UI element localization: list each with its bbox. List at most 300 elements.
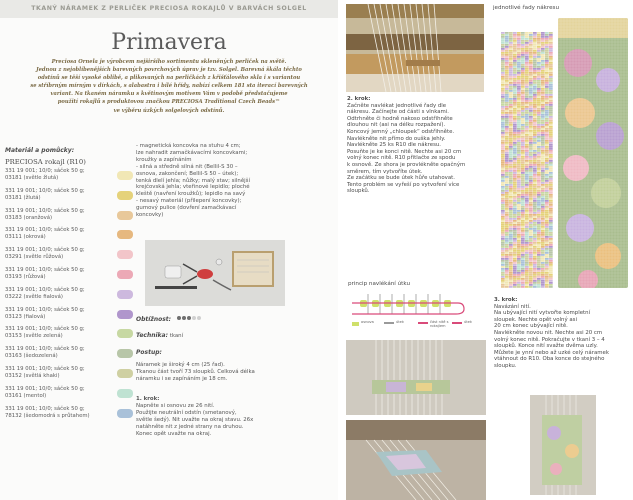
- pattern-cell: [549, 220, 553, 222]
- pattern-cell: [525, 220, 529, 222]
- pattern-cell: [541, 158, 545, 160]
- pattern-cell: [549, 132, 553, 134]
- weaving-photo-1: [346, 340, 486, 415]
- pattern-cell: [517, 100, 521, 102]
- pattern-cell: [545, 258, 549, 260]
- pattern-cell: [525, 138, 529, 140]
- material-swatch: [117, 270, 133, 279]
- pattern-cell: [509, 212, 513, 214]
- pattern-cell: [517, 268, 521, 270]
- pattern-cell: [529, 140, 533, 142]
- pattern-cell: [505, 128, 509, 130]
- pattern-cell: [505, 88, 509, 90]
- pattern-cell: [541, 226, 545, 228]
- intro-line: použití rokajlů s produktovou značkou PRECIOSA Traditional Czech Beads™: [57, 99, 281, 106]
- pattern-cell: [541, 112, 545, 114]
- pattern-cell: [513, 160, 517, 162]
- pattern-cell: [509, 62, 513, 64]
- pattern-cell: [505, 96, 509, 98]
- pattern-cell: [529, 202, 533, 204]
- pattern-cell: [501, 174, 505, 176]
- pattern-cell: [541, 216, 545, 218]
- pattern-cell: [533, 168, 537, 170]
- pattern-cell: [525, 146, 529, 148]
- pattern-cell: [549, 58, 553, 60]
- pattern-cell: [501, 212, 505, 214]
- pattern-cell: [521, 282, 525, 284]
- pattern-cell: [509, 226, 513, 228]
- pattern-cell: [545, 208, 549, 210]
- pattern-cell: [541, 238, 545, 240]
- pattern-cell: [509, 214, 513, 216]
- difficulty-dot: [197, 316, 201, 320]
- pattern-cell: [517, 46, 521, 48]
- pattern-cell: [541, 122, 545, 124]
- pattern-cell: [537, 158, 541, 160]
- pattern-cell: [525, 52, 529, 54]
- pattern-cell: [517, 240, 521, 242]
- pattern-cell: [501, 190, 505, 192]
- pattern-cell: [525, 244, 529, 246]
- pattern-cell: [549, 176, 553, 178]
- pattern-cell: [517, 282, 521, 284]
- pattern-cell: [545, 92, 549, 94]
- pattern-cell: [517, 62, 521, 64]
- pattern-cell: [517, 212, 521, 214]
- pattern-cell: [533, 42, 537, 44]
- pattern-cell: [529, 104, 533, 106]
- pattern-cell: [521, 120, 525, 122]
- difficulty-dot: [192, 316, 196, 320]
- pattern-cell: [509, 94, 513, 96]
- pattern-cell: [521, 222, 525, 224]
- pattern-cell: [549, 156, 553, 158]
- pattern-cell: [541, 220, 545, 222]
- pattern-cell: [501, 276, 505, 278]
- pattern-cell: [521, 48, 525, 50]
- pattern-cell: [501, 122, 505, 124]
- pattern-cell: [501, 246, 505, 248]
- pattern-cell: [541, 106, 545, 108]
- pattern-cell: [525, 176, 529, 178]
- pattern-cell: [521, 156, 525, 158]
- pattern-cell: [537, 142, 541, 144]
- pattern-cell: [549, 200, 553, 202]
- pattern-cell: [545, 226, 549, 228]
- pattern-cell: [521, 200, 525, 202]
- pattern-cell: [513, 218, 517, 220]
- pattern-cell: [501, 200, 505, 202]
- pattern-cell: [529, 82, 533, 84]
- pattern-cell: [549, 106, 553, 108]
- intro-line: Jednou z nejoblíbenějších barevných povrchových úprav je tzv. Solgel. Barevná škála těchto: [36, 67, 302, 74]
- pattern-cell: [517, 108, 521, 110]
- pattern-cell: [529, 160, 533, 162]
- pattern-cell: [537, 166, 541, 168]
- pattern-cell: [545, 174, 549, 176]
- pattern-cell: [517, 178, 521, 180]
- pattern-cell: [505, 274, 509, 276]
- pattern-cell: [501, 198, 505, 200]
- pattern-cell: [525, 180, 529, 182]
- pattern-cell: [549, 162, 553, 164]
- pattern-cell: [525, 276, 529, 278]
- pattern-cell: [537, 60, 541, 62]
- pattern-cell: [513, 210, 517, 212]
- pattern-cell: [509, 36, 513, 38]
- pattern-cell: [525, 132, 529, 134]
- pattern-cell: [501, 138, 505, 140]
- pattern-cell: [545, 56, 549, 58]
- pattern-cell: [521, 260, 525, 262]
- pattern-cell: [533, 252, 537, 254]
- pattern-cell: [509, 98, 513, 100]
- pattern-cell: [529, 260, 533, 262]
- pattern-cell: [509, 168, 513, 170]
- pattern-cell: [545, 228, 549, 230]
- pattern-cell: [501, 182, 505, 184]
- pattern-cell: [521, 128, 525, 130]
- pattern-cell: [545, 54, 549, 56]
- pattern-cell: [533, 166, 537, 168]
- pattern-cell: [513, 72, 517, 74]
- pattern-cell: [509, 256, 513, 258]
- pattern-cell: [549, 250, 553, 252]
- pattern-cell: [529, 62, 533, 64]
- pattern-cell: [545, 196, 549, 198]
- pattern-cell: [521, 278, 525, 280]
- pattern-cell: [521, 90, 525, 92]
- pattern-cell: [537, 168, 541, 170]
- pattern-cell: [549, 230, 553, 232]
- pattern-cell: [513, 254, 517, 256]
- pattern-cell: [545, 278, 549, 280]
- legend-item: útek: [396, 320, 404, 324]
- pattern-cell: [501, 152, 505, 154]
- pattern-cell: [545, 86, 549, 88]
- pattern-cell: [513, 122, 517, 124]
- pattern-cell: [505, 208, 509, 210]
- pattern-cell: [549, 64, 553, 66]
- pattern-cell: [517, 104, 521, 106]
- pattern-cell: [529, 34, 533, 36]
- pattern-cell: [521, 96, 525, 98]
- material-name: 03181 (světle žlutá): [5, 174, 59, 181]
- pattern-cell: [521, 202, 525, 204]
- pattern-cell: [529, 182, 533, 184]
- pattern-cell: [505, 56, 509, 58]
- pattern-cell: [525, 72, 529, 74]
- pattern-cell: [517, 170, 521, 172]
- pattern-cell: [533, 48, 537, 50]
- pattern-cell: [513, 112, 517, 114]
- pattern-cell: [525, 94, 529, 96]
- pattern-cell: [505, 250, 509, 252]
- pattern-cell: [537, 270, 541, 272]
- pattern-cell: [533, 70, 537, 72]
- pattern-cell: [533, 266, 537, 268]
- pattern-cell: [545, 108, 549, 110]
- material-swatch: [117, 369, 133, 378]
- pattern-cell: [525, 164, 529, 166]
- pattern-cell: [513, 184, 517, 186]
- pattern-cell: [549, 134, 553, 136]
- pattern-cell: [525, 80, 529, 82]
- pattern-cell: [525, 46, 529, 48]
- pattern-cell: [529, 112, 533, 114]
- pattern-cell: [501, 168, 505, 170]
- pattern-cell: [545, 118, 549, 120]
- pattern-cell: [525, 224, 529, 226]
- pattern-cell: [505, 148, 509, 150]
- pattern-cell: [545, 194, 549, 196]
- material-code: 331 19 001; 10/0; sáček 50 g;: [5, 366, 85, 372]
- pattern-cell: [529, 138, 533, 140]
- pattern-cell: [529, 164, 533, 166]
- pattern-cell: [525, 106, 529, 108]
- pattern-cell: [537, 126, 541, 128]
- pattern-cell: [545, 52, 549, 54]
- pattern-cell: [533, 206, 537, 208]
- pattern-cell: [545, 274, 549, 276]
- pattern-cell: [525, 190, 529, 192]
- pattern-cell: [533, 286, 537, 288]
- pattern-cell: [549, 236, 553, 238]
- pattern-cell: [525, 206, 529, 208]
- pattern-cell: [533, 64, 537, 66]
- pattern-cell: [533, 272, 537, 274]
- pattern-cell: [521, 244, 525, 246]
- pattern-cell: [549, 40, 553, 42]
- pattern-cell: [537, 160, 541, 162]
- pattern-cell: [521, 184, 525, 186]
- pattern-cell: [517, 48, 521, 50]
- pattern-cell: [509, 172, 513, 174]
- pattern-cell: [549, 126, 553, 128]
- pattern-cell: [537, 248, 541, 250]
- pattern-cell: [537, 212, 541, 214]
- pattern-cell: [533, 126, 537, 128]
- pattern-cell: [541, 256, 545, 258]
- pattern-cell: [501, 126, 505, 128]
- pattern-cell: [533, 258, 537, 260]
- pattern-cell: [541, 46, 545, 48]
- pattern-cell: [521, 92, 525, 94]
- pattern-cell: [525, 40, 529, 42]
- pattern-cell: [509, 72, 513, 74]
- pattern-cell: [501, 224, 505, 226]
- pattern-cell: [501, 164, 505, 166]
- pattern-cell: [537, 134, 541, 136]
- pattern-cell: [525, 100, 529, 102]
- pattern-cell: [501, 130, 505, 132]
- material-item: [5, 247, 120, 261]
- pattern-cell: [529, 226, 533, 228]
- pattern-cell: [513, 68, 517, 70]
- pattern-cell: [545, 68, 549, 70]
- pattern-cell: [513, 278, 517, 280]
- page-header: TKANÝ NÁRAMEK Z PERLIČEK PRECIOSA ROKAJLŮ V BARVÁCH SOLGEL: [0, 0, 338, 18]
- pattern-cell: [513, 192, 517, 194]
- tools-photo: [145, 240, 285, 306]
- pattern-cell: [529, 174, 533, 176]
- pattern-cell: [537, 266, 541, 268]
- pattern-cell: [517, 52, 521, 54]
- tools-line: - magnetická koncovka na stuhu 4 cm;: [136, 143, 241, 149]
- pattern-cell: [549, 118, 553, 120]
- pattern-cell: [505, 122, 509, 124]
- pattern-cell: [533, 284, 537, 286]
- pattern-cell: [545, 200, 549, 202]
- pattern-cell: [517, 94, 521, 96]
- pattern-cell: [517, 114, 521, 116]
- pattern-cell: [521, 286, 525, 288]
- pattern-cell: [505, 80, 509, 82]
- pattern-cell: [541, 214, 545, 216]
- pattern-cell: [521, 158, 525, 160]
- pattern-cell: [529, 224, 533, 226]
- pattern-cell: [545, 242, 549, 244]
- pattern-cell: [509, 246, 513, 248]
- pattern-cell: [509, 116, 513, 118]
- pattern-cell: [545, 164, 549, 166]
- pattern-cell: [521, 232, 525, 234]
- pattern-cell: [545, 42, 549, 44]
- pattern-cell: [521, 218, 525, 220]
- pattern-cell: [517, 216, 521, 218]
- pattern-cell: [509, 70, 513, 72]
- bracelet-illustration: [558, 18, 628, 288]
- pattern-cell: [537, 70, 541, 72]
- pattern-cell: [549, 246, 553, 248]
- pattern-cell: [517, 272, 521, 274]
- pattern-cell: [501, 230, 505, 232]
- pattern-cell: [541, 166, 545, 168]
- pattern-cell: [501, 110, 505, 112]
- pattern-cell: [529, 244, 533, 246]
- pattern-cell: [505, 160, 509, 162]
- pattern-cell: [537, 198, 541, 200]
- pattern-cell: [505, 102, 509, 104]
- pattern-cell: [549, 142, 553, 144]
- pattern-cell: [509, 258, 513, 260]
- pattern-cell: [509, 130, 513, 132]
- pattern-cell: [541, 54, 545, 56]
- pattern-cell: [541, 258, 545, 260]
- pattern-cell: [513, 258, 517, 260]
- pattern-cell: [537, 244, 541, 246]
- pattern-cell: [513, 222, 517, 224]
- pattern-cell: [517, 40, 521, 42]
- pattern-cell: [537, 52, 541, 54]
- pattern-cell: [509, 148, 513, 150]
- material-swatch: [117, 329, 133, 338]
- pattern-cell: [537, 210, 541, 212]
- pattern-cell: [509, 238, 513, 240]
- pattern-cell: [509, 108, 513, 110]
- pattern-cell: [549, 146, 553, 148]
- pattern-cell: [541, 32, 545, 34]
- pattern-cell: [541, 180, 545, 182]
- pattern-cell: [513, 38, 517, 40]
- pattern-cell: [513, 166, 517, 168]
- pattern-cell: [533, 140, 537, 142]
- pattern-cell: [517, 146, 521, 148]
- pattern-cell: [549, 50, 553, 52]
- pattern-cell: [537, 148, 541, 150]
- pattern-cell: [533, 228, 537, 230]
- pattern-cell: [525, 286, 529, 288]
- pattern-cell: [513, 266, 517, 268]
- pattern-cell: [505, 170, 509, 172]
- pattern-cell: [513, 246, 517, 248]
- pattern-cell: [505, 130, 509, 132]
- pattern-cell: [545, 78, 549, 80]
- pattern-cell: [549, 56, 553, 58]
- pattern-cell: [541, 160, 545, 162]
- pattern-cell: [541, 40, 545, 42]
- pattern-cell: [501, 128, 505, 130]
- pattern-cell: [537, 96, 541, 98]
- pattern-cell: [505, 58, 509, 60]
- material-swatch: [117, 290, 133, 299]
- pattern-cell: [549, 114, 553, 116]
- pattern-cell: [517, 158, 521, 160]
- pattern-cell: [541, 234, 545, 236]
- pattern-cell: [513, 232, 517, 234]
- pattern-cell: [513, 54, 517, 56]
- pattern-cell: [537, 64, 541, 66]
- pattern-cell: [521, 146, 525, 148]
- pattern-cell: [521, 178, 525, 180]
- material-code: 331 19 001; 10/0; sáček 50 g;: [5, 227, 85, 234]
- pattern-cell: [525, 32, 529, 34]
- pattern-cell: [521, 258, 525, 260]
- pattern-cell: [529, 198, 533, 200]
- pattern-cell: [501, 278, 505, 280]
- pattern-cell: [537, 48, 541, 50]
- pattern-cell: [541, 280, 545, 282]
- pattern-cell: [537, 282, 541, 284]
- pattern-cell: [517, 58, 521, 60]
- pattern-cell: [521, 164, 525, 166]
- pattern-cell: [517, 124, 521, 126]
- pattern-cell: [521, 108, 525, 110]
- pattern-cell: [549, 278, 553, 280]
- pattern-cell: [501, 186, 505, 188]
- pattern-cell: [541, 240, 545, 242]
- pattern-cell: [521, 154, 525, 156]
- pattern-cell: [509, 140, 513, 142]
- pattern-cell: [509, 236, 513, 238]
- pattern-cell: [525, 270, 529, 272]
- pattern-cell: [533, 214, 537, 216]
- pattern-cell: [549, 258, 553, 260]
- pattern-cell: [537, 174, 541, 176]
- pattern-cell: [525, 262, 529, 264]
- pattern-cell: [525, 126, 529, 128]
- pattern-cell: [537, 238, 541, 240]
- pattern-cell: [509, 276, 513, 278]
- pattern-cell: [533, 232, 537, 234]
- pattern-cell: [529, 172, 533, 174]
- pattern-cell: [509, 262, 513, 264]
- pattern-chart: [501, 32, 553, 288]
- pattern-cell: [505, 272, 509, 274]
- pattern-cell: [525, 260, 529, 262]
- pattern-cell: [505, 212, 509, 214]
- material-swatch: [117, 211, 133, 220]
